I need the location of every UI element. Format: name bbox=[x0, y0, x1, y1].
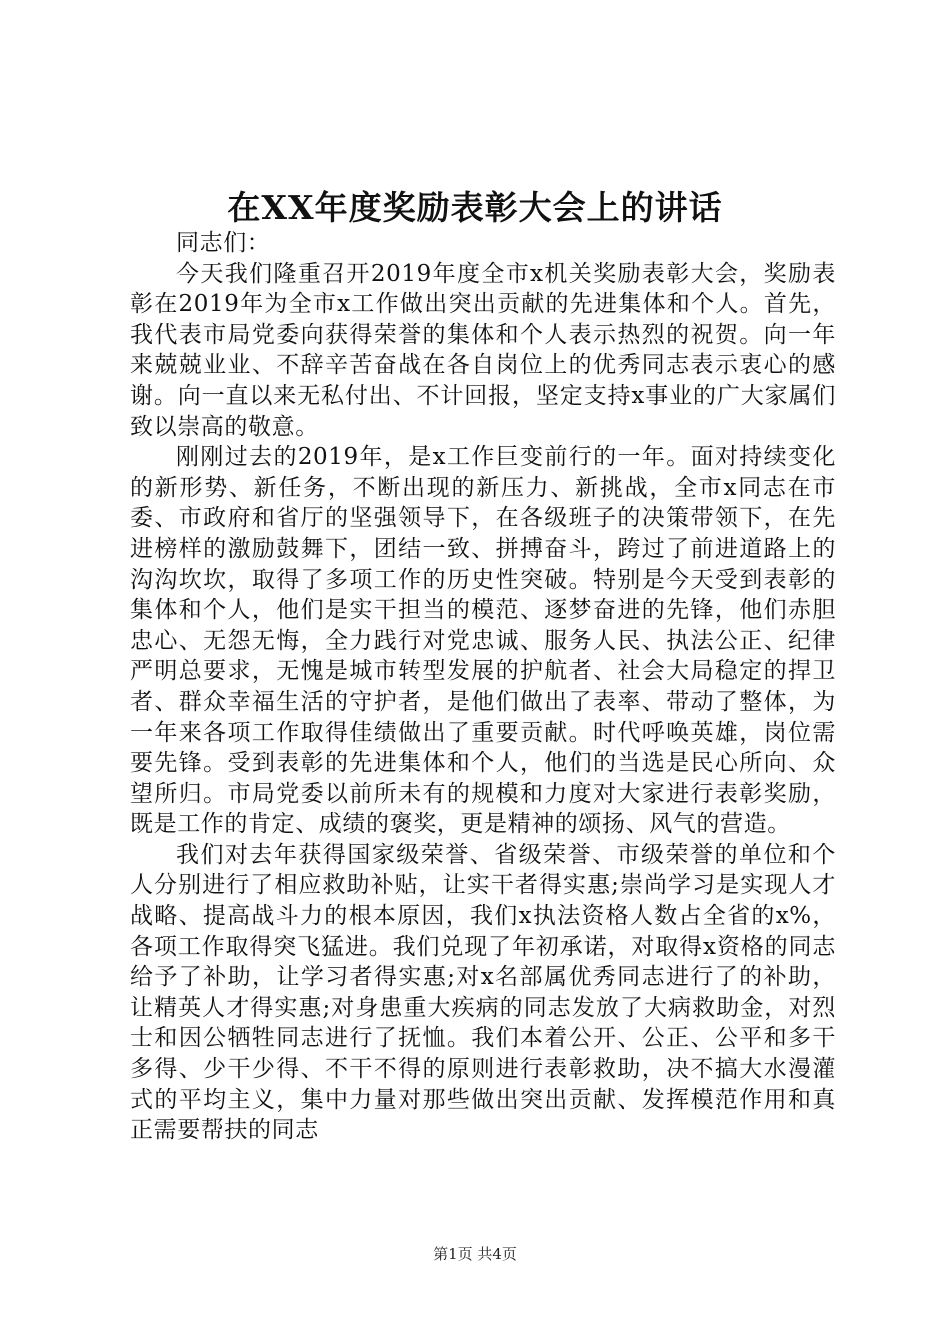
document-body bbox=[130, 228, 836, 1146]
page-footer: 第1页 共4页 bbox=[433, 1245, 517, 1263]
paragraph-3: 我们对去年获得国家级荣誉、省级荣誉、市级荣誉的单位和个人分别进行了相应救助补贴，让实干者得实惠;崇尚学习是实现人才战略、提高战斗力的根本原因，我们x执法资格人数占全省的x%，各项工作取得突飞猛进。我们兑现了年初承诺，对取得x资格的同志给予了补助，让学习者得实惠;对x名部属优秀同志进行了的补助，让精英人才得实惠;对身患重大疾病的同志发放了大病救助金，对烈士和因公牺牲同志进行了抚恤。我们本着公开、公正、公平和多干多得、少干少得、不干不得的原则进行表彰救助，决不搞大水漫灌式的平均主义，集中力量对那些做出突出贡献、发挥模范作用和真正需要帮扶的同志 bbox=[130, 841, 836, 1144]
paragraph-2: 刚刚过去的2019年，是x工作巨变前行的一年。面对持续变化的新形势、新任务，不断出现的新压力、新挑战，全市x同志在市委、市政府和省厅的坚强领导下，在各级班子的决策带领下，在先进榜样的激励鼓舞下，团结一致、拼搏奋斗，跨过了前进道路上的沟沟坎坎，取得了多项工作的历史性突破。特别是今天受到表彰的集体和个人，他们是实干担当的模范、逐梦奋进的先锋，他们赤胆忠心、无怨无悔，全力践行对党忠诚、服务人民、执法公正、纪律严明总要求，无愧是城市转型发展的护航者、社会大局稳定的捍卫者、群众幸福生活的守护者，是他们做出了表率、带动了整体，为一年来各项工作取得佳绩做出了重要贡献。时代呼唤英雄，岗位需要先锋。受到表彰的先进集体和个人，他们的当选是民心所向、众望所归。市局党委以前所未有的规模和力度对大家进行表彰奖励，既是工作的肯定、成绩的褒奖，更是精神的颂扬、风气的营造。 bbox=[130, 444, 836, 838]
salutation: 同志们： bbox=[176, 230, 271, 256]
document-title: 在XX年度奖励表彰大会上的讲话 bbox=[227, 188, 723, 227]
paragraph-1: 今天我们隆重召开2019年度全市x机关奖励表彰大会，奖励表彰在2019年为全市x工作做出突出贡献的先进集体和个人。首先，我代表市局党委向获得荣誉的集体和个人表示热烈的祝贺。向一年来兢兢业业、不辞辛苦奋战在各自岗位上的优秀同志表示衷心的感谢。向一直以来无私付出、不计回报，坚定支持x事业的广大家属们致以崇高的敬意。 bbox=[130, 260, 836, 440]
